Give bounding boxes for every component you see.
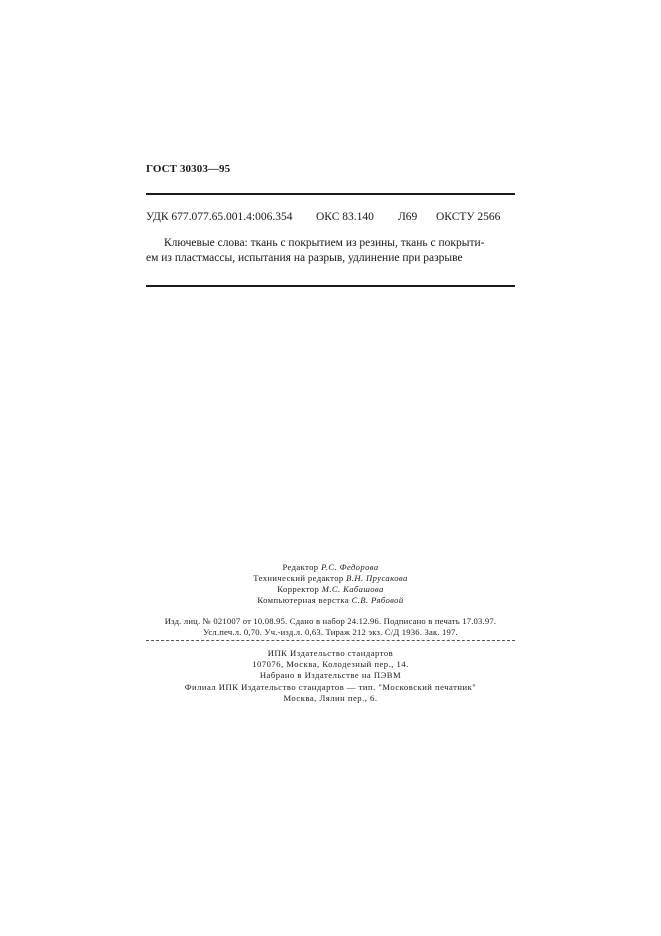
editor-name: Р.С. Федорова <box>321 562 379 572</box>
corrector-name: М.С. Кабашова <box>321 584 384 594</box>
keywords-line-1: Ключевые слова: ткань с покрытием из резины, ткань с покрыти- <box>164 237 485 249</box>
publisher-block <box>146 648 515 704</box>
bottom-divider <box>146 285 515 287</box>
keywords-line-2: ем из пластмассы, испытания на разрыв, удлинение при разрыве <box>146 252 463 264</box>
layout-label: Компьютерная верстка <box>257 595 352 605</box>
publisher-line-2: 107076, Москва, Колодезный пер., 14. <box>252 659 409 670</box>
top-divider <box>146 193 515 195</box>
layout-name: С.В. Рябовой <box>351 595 404 605</box>
oks-code: ОКС 83.140 <box>316 211 374 223</box>
credit-tech-editor <box>146 573 515 584</box>
udk-code: УДК 677.077.65.001.4:006.354 <box>146 211 293 223</box>
publisher-line-3: Набрано в Издательстве на ПЭВМ <box>259 670 402 681</box>
l-code: Л69 <box>398 211 418 223</box>
editor-label: Редактор <box>282 562 322 572</box>
credit-editor <box>146 562 515 573</box>
print-info-line-2: Усл.печ.л. 0,70. Уч.-изд.л. 0,63. Тираж 212 экз. С/Д 1936. Зак. 197. <box>203 627 458 637</box>
keywords-paragraph <box>146 236 515 266</box>
imprint-divider <box>146 640 515 641</box>
print-info-block <box>146 616 515 638</box>
print-info-line-1: Изд. лиц. № 021007 от 10.08.95. Сдано в набор 24.12.96. Подписано в печать 17.03.97. <box>164 616 497 626</box>
publisher-line-4: Филиал ИПК Издательство стандартов — тип. "Московский печатник" <box>184 681 477 692</box>
publisher-line-5: Москва, Лялин пер., 6. <box>283 692 378 703</box>
tech-editor-label: Технический редактор <box>253 573 347 583</box>
corrector-label: Корректор <box>277 584 322 594</box>
credits-block <box>146 562 515 606</box>
tech-editor-name: В.Н. Прусакова <box>346 573 408 583</box>
credit-layout <box>146 595 515 606</box>
credit-corrector <box>146 584 515 595</box>
okstu-code: ОКСТУ 2566 <box>436 211 501 223</box>
document-code: ГОСТ 30303—95 <box>146 163 231 175</box>
publisher-line-1: ИПК Издательство стандартов <box>267 648 394 658</box>
